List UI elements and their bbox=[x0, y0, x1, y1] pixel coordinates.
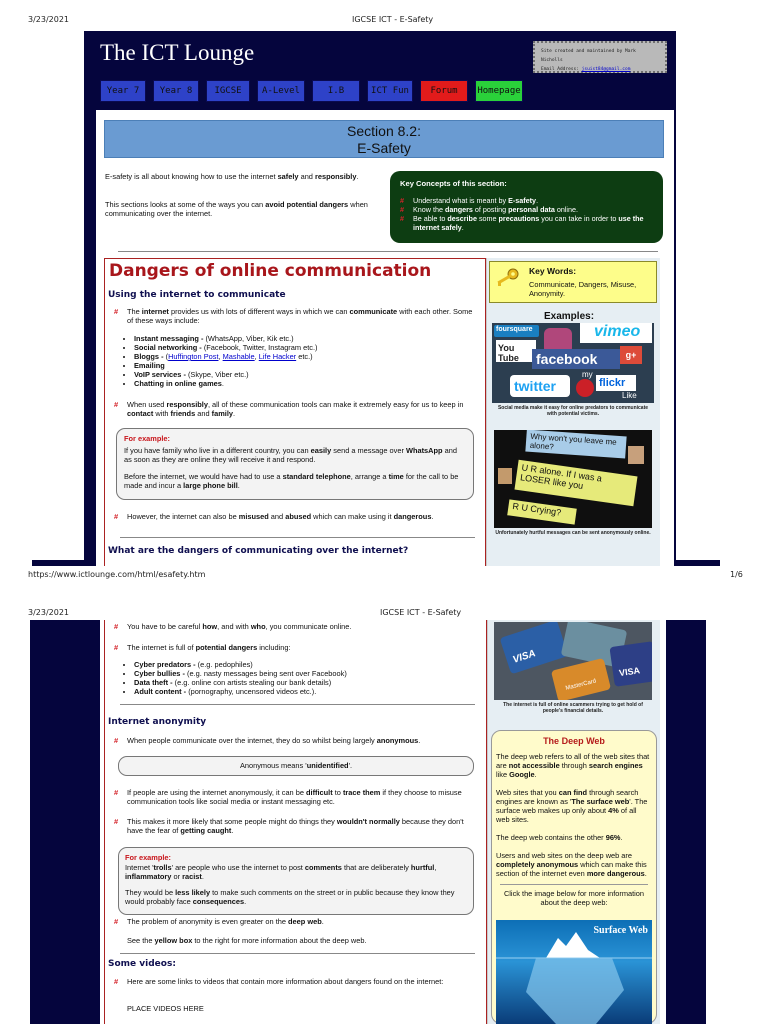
anonymity-subheading: Internet anonymity bbox=[108, 717, 207, 727]
example-box-1 bbox=[116, 428, 474, 500]
key-concepts-title: Key Concepts of this section: bbox=[400, 179, 507, 188]
site-title: The ICT Lounge bbox=[100, 40, 255, 65]
videos-paragraph: # Here are some links to videos that contain more information about dangers found on the internet: bbox=[114, 977, 444, 986]
key-concepts-box bbox=[390, 171, 663, 243]
pinterest-icon bbox=[576, 379, 594, 397]
chat-bubble: Why won't you leave me alone? bbox=[525, 430, 626, 458]
credit-cards-image bbox=[494, 622, 652, 700]
page-number: 1/6 bbox=[730, 570, 743, 579]
main-nav bbox=[100, 80, 523, 102]
caught-paragraph: # This makes it more likely that some people might do things they wouldn't normally because they don't have the fear of getting caught. bbox=[114, 817, 464, 835]
lifehacker-link[interactable]: Life Hacker bbox=[258, 352, 297, 361]
videos-subheading: Some videos: bbox=[108, 959, 176, 969]
list-item: • Cyber bullies - (e.g. nasty messages being sent over Facebook) bbox=[134, 669, 479, 678]
chat-bubble: R U Crying? bbox=[507, 499, 577, 524]
nav-homepage[interactable]: Homepage bbox=[475, 80, 523, 102]
dangers-paragraph-3: # However, the internet can also be misused and abused which can make using it dangerous. bbox=[114, 512, 434, 521]
credit-line: Site created and maintained by Mark Nicholls bbox=[541, 49, 636, 63]
key-words-box bbox=[489, 261, 657, 303]
page1-left-edge bbox=[32, 560, 84, 566]
example-text-2: They would be less likely to make such comments on the street or in public because they know they would probably face consequences. bbox=[125, 888, 455, 906]
nav-igcse[interactable]: IGCSE bbox=[206, 80, 250, 102]
list-item: • Adult content - (pornography, uncensored videos etc.). bbox=[134, 687, 479, 696]
key-concept-item: # Be able to describe some precautions you can take in order to use the internet safely. bbox=[400, 214, 644, 232]
list-item: • Cyber predators - (e.g. pedophiles) bbox=[134, 660, 479, 669]
list-item: • Instant messaging - (WhatsApp, Viber, Kik etc.) bbox=[134, 334, 479, 343]
deep-web-p4: Users and web sites on the deep web are completely anonymous which can make this section of the internet even more dangerous. bbox=[496, 851, 647, 878]
hurtful-messages-caption: Unfortunately hurtful messages can be sent anonymously online. bbox=[495, 530, 651, 536]
divider bbox=[120, 953, 475, 954]
nav-year8[interactable]: Year 8 bbox=[153, 80, 199, 102]
list-item: • Bloggs - (Huffington Post, Mashable, Life Hacker etc.) bbox=[134, 352, 479, 361]
iceberg-icon bbox=[496, 920, 652, 1024]
cyberbullying-messages-image bbox=[494, 430, 652, 528]
key-words-text: Communicate, Dangers, Misuse, Anonymity. bbox=[529, 280, 637, 298]
avatar bbox=[498, 468, 512, 484]
iceberg-image[interactable] bbox=[496, 920, 652, 1024]
credit-email-row bbox=[541, 65, 659, 74]
youtube-logo: You Tube bbox=[496, 340, 536, 362]
nav-ictfun[interactable]: ICT Fun bbox=[367, 80, 413, 102]
deep-web-p1: The deep web refers to all of the web sites that are not accessible through search engines like Google. bbox=[496, 752, 650, 779]
dangers-question-heading: What are the dangers of communicating over the internet? bbox=[108, 546, 409, 556]
divider bbox=[120, 537, 475, 538]
trace-paragraph: # If people are using the internet anonymously, it can be difficult to trace them if they choose to misuse communication tools like social media or instant messaging etc. bbox=[114, 788, 462, 806]
section-number: Section 8.2: bbox=[347, 123, 421, 139]
section-header bbox=[104, 120, 664, 158]
dangers-list bbox=[124, 660, 479, 696]
key-icon bbox=[494, 267, 520, 291]
facebook-logo: facebook bbox=[532, 349, 620, 369]
divider bbox=[500, 884, 648, 885]
deep-web-p2: Web sites that you can find through search engines are known as 'The surface web'. The surface web makes up only about 4% of all web sites. bbox=[496, 788, 648, 824]
page1-right-edge bbox=[676, 560, 720, 566]
social-media-caption: Social media make it easy for online predators to communicate with potential victims. bbox=[497, 405, 649, 417]
videos-placeholder: PLACE VIDEOS HERE bbox=[127, 1004, 204, 1013]
nav-year7[interactable]: Year 7 bbox=[100, 80, 146, 102]
nav-forum[interactable]: Forum bbox=[420, 80, 468, 102]
email-link[interactable]: jsuist84@gmail.com bbox=[581, 67, 631, 72]
key-words-title: Key Words: bbox=[529, 266, 577, 276]
print-doc-title-2: IGCSE ICT - E-Safety bbox=[380, 608, 462, 617]
list-item: • Chatting in online games. bbox=[134, 379, 479, 388]
myspace-logo: my bbox=[582, 370, 593, 379]
foursquare-logo: foursquare bbox=[494, 325, 539, 337]
credit-box bbox=[533, 41, 667, 73]
yellow-box-note: See the yellow box to the right for more information about the deep web. bbox=[127, 936, 367, 945]
example-box-2 bbox=[118, 847, 474, 915]
key-concept-item: # Know the dangers of posting personal data online. bbox=[400, 205, 579, 214]
list-item: • Emailing bbox=[134, 361, 479, 370]
surface-web-label: Surface Web bbox=[593, 925, 648, 936]
deep-web-p5: Click the image below for more information about the deep web: bbox=[503, 889, 645, 907]
intro-paragraph-1: E-safety is all about knowing how to use the internet safely and responsibly. bbox=[105, 172, 359, 181]
list-item: • Social networking - (Facebook, Twitter, Instagram etc.) bbox=[134, 343, 479, 352]
dangers-heading: Dangers of online communication bbox=[109, 261, 432, 281]
like-label: Like bbox=[622, 391, 637, 400]
twitter-logo: twitter bbox=[510, 375, 570, 397]
vimeo-logo: vimeo bbox=[580, 323, 652, 343]
flickr-logo: flickr bbox=[596, 375, 636, 391]
key-concept-item: # Understand what is meant by E-safety. bbox=[400, 196, 539, 205]
list-item: • Data theft - (e.g. online con artists stealing our bank details) bbox=[134, 678, 479, 687]
intro-paragraph-2: This sections looks at some of the ways you can avoid potential dangers when communicating over the internet. bbox=[105, 200, 368, 218]
nav-alevel[interactable]: A-Level bbox=[257, 80, 305, 102]
print-date: 3/23/2021 bbox=[28, 15, 70, 24]
googleplus-logo: g+ bbox=[620, 346, 642, 364]
mashable-link[interactable]: Mashable bbox=[222, 352, 255, 361]
footer-url: https://www.ictlounge.com/html/esafety.htm bbox=[28, 570, 206, 579]
anonymous-definition-box: Anonymous means 'unidentified'. bbox=[118, 756, 474, 776]
scammers-caption: The internet is full of online scammers trying to get hold of people's financial details. bbox=[503, 702, 643, 714]
example-title: For example: bbox=[124, 434, 171, 443]
avatar bbox=[628, 446, 644, 464]
deep-web-title: The Deep Web bbox=[543, 736, 605, 746]
potential-dangers-paragraph: # The internet is full of potential dangers including: bbox=[114, 643, 291, 652]
examples-title: Examples: bbox=[544, 311, 595, 322]
visa-card-2: VISA bbox=[609, 641, 652, 687]
huffington-link[interactable]: Huffington Post bbox=[168, 352, 219, 361]
print-date-2: 3/23/2021 bbox=[28, 608, 70, 617]
dangers-paragraph-1: # The internet provides us with lots of different ways in which we can communicate with each other. Some of these ways include: bbox=[114, 307, 473, 325]
example-text-1: Internet 'trolls' are people who use the internet to post comments that are deliberately hurtful, inflammatory or racist. bbox=[125, 863, 437, 881]
using-internet-subheading: Using the internet to communicate bbox=[108, 290, 286, 300]
communication-list bbox=[124, 334, 479, 388]
mastercard-card: MasterCard bbox=[551, 658, 611, 700]
anonymity-paragraph: # When people communicate over the internet, they do so whilst being largely anonymous. bbox=[114, 736, 421, 745]
example-text-1: If you have family who live in a different country, you can easily send a message over WhatsApp and as soon as they are online they will receive it and respond. bbox=[124, 446, 457, 464]
example-title: For example: bbox=[125, 853, 172, 862]
example-text-2: Before the internet, we would have had to use a standard telephone, arrange a time for the call to be made and incur a large phone bill. bbox=[124, 472, 459, 490]
careful-paragraph: # You have to be careful how, and with who, you communicate online. bbox=[114, 622, 352, 631]
social-media-logos-image bbox=[492, 323, 654, 403]
list-item: • VoIP services - (Skype, Viber etc.) bbox=[134, 370, 479, 379]
deep-web-p3: The deep web contains the other 96%. bbox=[496, 833, 623, 842]
divider bbox=[120, 704, 475, 705]
chat-bubble: U R alone. If I was a LOSER like you bbox=[514, 460, 637, 506]
nav-ib[interactable]: I.B bbox=[312, 80, 360, 102]
print-doc-title: IGCSE ICT - E-Safety bbox=[352, 15, 434, 24]
content-border-left bbox=[104, 620, 105, 1024]
visa-card: VISA bbox=[500, 622, 569, 674]
deep-web-paragraph: # The problem of anonymity is even greater on the deep web. bbox=[114, 917, 324, 926]
email-label: Email Address: bbox=[541, 67, 579, 72]
section-name: E-Safety bbox=[357, 140, 411, 156]
section-divider bbox=[118, 251, 658, 252]
dangers-paragraph-2: # When used responsibly, all of these communication tools can make it extremely easy for us to keep in contact with friends and family. bbox=[114, 400, 464, 418]
